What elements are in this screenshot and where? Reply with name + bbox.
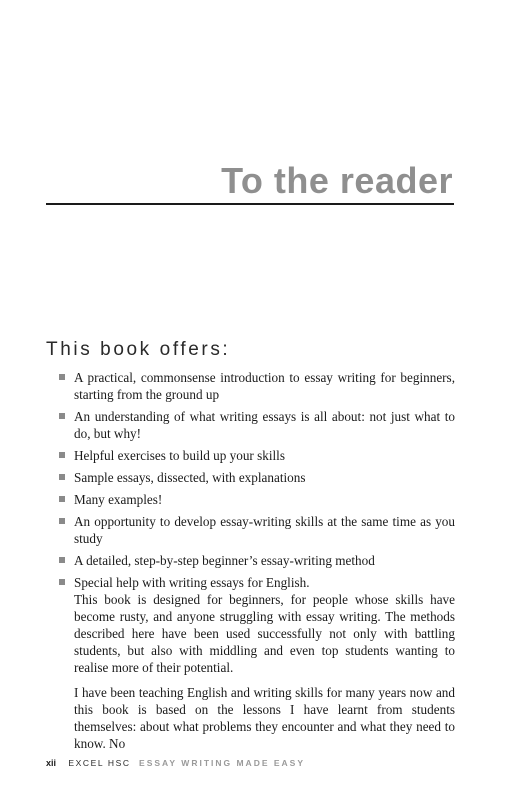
offer-item-text: A detailed, step-by-step beginner’s essay-writing method bbox=[74, 553, 375, 568]
offer-item bbox=[59, 491, 455, 508]
body-text bbox=[74, 591, 455, 760]
offer-item-text: Special help with writing essays for English. bbox=[74, 575, 310, 590]
offer-item bbox=[59, 469, 455, 486]
square-bullet-icon bbox=[59, 413, 65, 419]
square-bullet-icon bbox=[59, 452, 65, 458]
offer-item-text: Sample essays, dissected, with explanations bbox=[74, 470, 306, 485]
square-bullet-icon bbox=[59, 518, 65, 524]
offers-list bbox=[59, 369, 455, 596]
offer-item bbox=[59, 513, 455, 547]
square-bullet-icon bbox=[59, 374, 65, 380]
body-paragraph: This book is designed for beginners, for people whose skills have become rusty, and anyone struggling with essay writing. The methods described here have been used successfully not only with battling students, but also with middling and even top students wanting to realise more of their potential. bbox=[74, 592, 455, 675]
offer-item bbox=[59, 574, 455, 591]
square-bullet-icon bbox=[59, 557, 65, 563]
offer-item bbox=[59, 408, 455, 442]
page-number: xii bbox=[46, 758, 57, 768]
offer-item-text: A practical, commonsense introduction to essay writing for beginners, starting from the ground up bbox=[74, 370, 455, 402]
title-rule bbox=[46, 203, 454, 205]
offer-item-text: An understanding of what writing essays is all about: not just what to do, but why! bbox=[74, 409, 455, 441]
body-paragraph: I have been teaching English and writing skills for many years now and this book is based on the lessons I have learnt from students themselves: about what problems they encounter and what they need to know. No bbox=[74, 685, 455, 751]
offer-item bbox=[59, 552, 455, 569]
offer-item-text: An opportunity to develop essay-writing skills at the same time as you study bbox=[74, 514, 455, 546]
offer-item bbox=[59, 369, 455, 403]
offer-item-text: Many examples! bbox=[74, 492, 163, 507]
page-footer bbox=[46, 758, 305, 768]
offer-item bbox=[59, 447, 455, 464]
chapter-title: To the reader bbox=[221, 160, 453, 201]
footer-series: EXCEL HSC bbox=[68, 758, 131, 768]
square-bullet-icon bbox=[59, 474, 65, 480]
footer-book-title: ESSAY WRITING MADE EASY bbox=[139, 758, 306, 768]
offers-heading: This book offers: bbox=[46, 339, 231, 360]
square-bullet-icon bbox=[59, 496, 65, 502]
offer-item-text: Helpful exercises to build up your skills bbox=[74, 448, 285, 463]
square-bullet-icon bbox=[59, 579, 65, 585]
